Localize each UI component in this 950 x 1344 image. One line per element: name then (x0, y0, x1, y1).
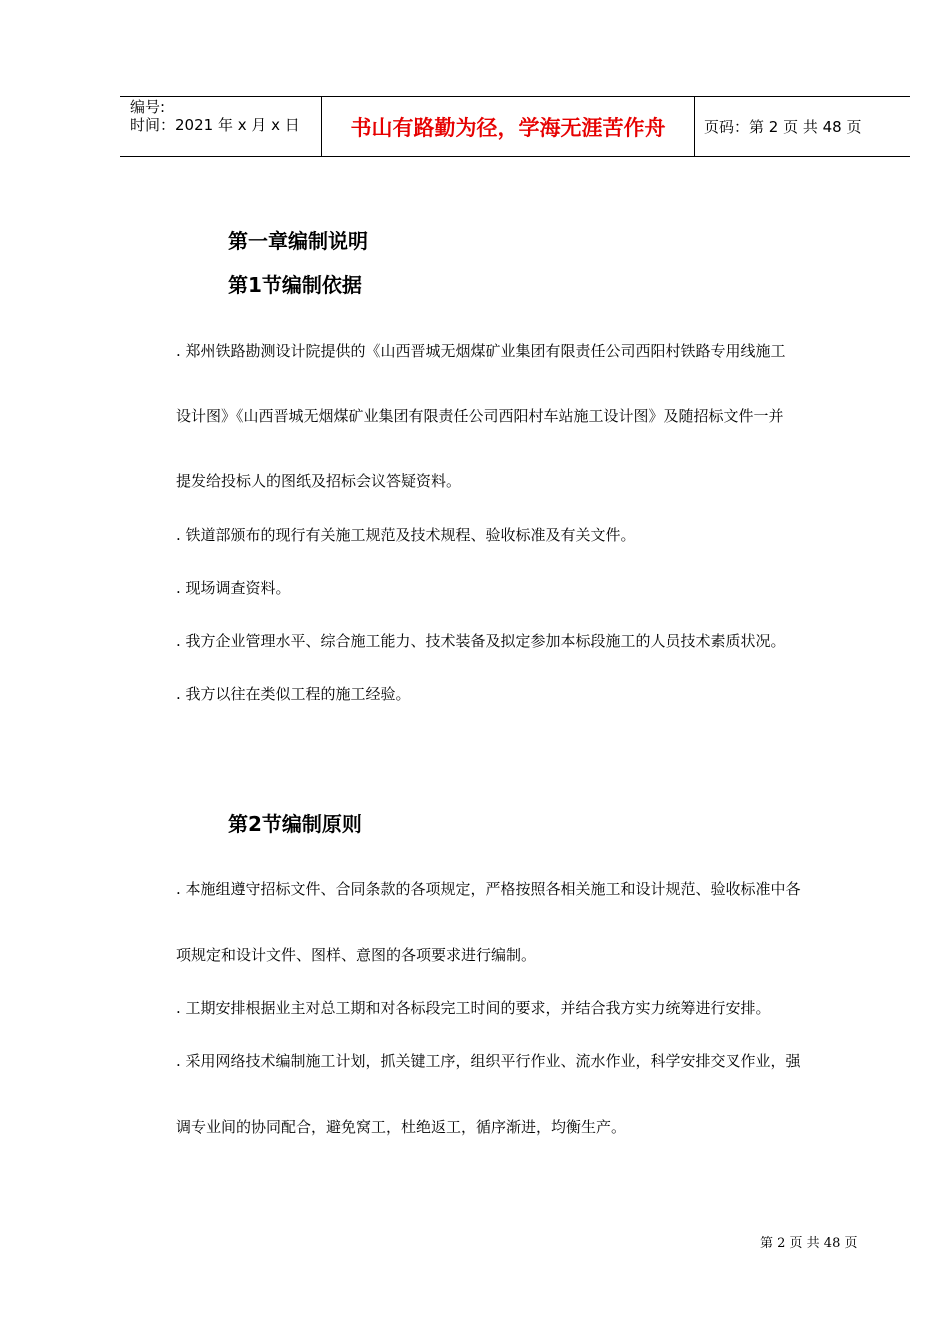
section1-line-5: . 现场调查资料。 (176, 579, 291, 597)
page-footer: 第 2 页 共 48 页 (760, 1236, 858, 1251)
chapter-title: 第一章编制说明 (228, 229, 368, 253)
section2-line-1: . 本施组遵守招标文件、合同条款的各项规定，严格按照各相关施工和设计规范、验收标准中各 (176, 880, 801, 898)
section2-line-5: 调专业间的协同配合，避免窝工，杜绝返工，循序渐进，均衡生产。 (176, 1118, 627, 1136)
section1-line-1: . 郑州铁路勘测设计院提供的《山西晋城无烟煤矿业集团有限责任公司西阳村铁路专用线施工 (176, 342, 786, 360)
doc-time-label: 时间：2021 年 x 月 x 日 (130, 116, 300, 134)
section1-line-6: . 我方企业管理水平、综合施工能力、技术装备及拟定参加本标段施工的人员技术素质状况。 (176, 632, 786, 650)
section1-line-7: . 我方以往在类似工程的施工经验。 (176, 685, 411, 703)
section1-line-3: 提发给投标人的图纸及招标会议答疑资料。 (176, 472, 462, 490)
section2-title: 第2节编制原则 (228, 812, 362, 836)
section1-title: 第1节编制依据 (228, 273, 362, 297)
doc-code-label: 编号: (130, 98, 166, 116)
header-divider-right (694, 96, 695, 157)
header-page-info: 页码：第 2 页 共 48 页 (704, 118, 862, 136)
section2-line-3: . 工期安排根据业主对总工期和对各标段完工时间的要求，并结合我方实力统筹进行安排。 (176, 999, 771, 1017)
section1-line-4: . 铁道部颁布的现行有关施工规范及技术规程、验收标准及有关文件。 (176, 526, 636, 544)
header-motto: 书山有路勤为径，学海无涯苦作舟 (350, 115, 666, 140)
section1-line-2: 设计图》《山西晋城无烟煤矿业集团有限责任公司西阳村车站施工设计图》及随招标文件一并 (176, 407, 784, 425)
section2-line-4: . 采用网络技术编制施工计划，抓关键工序，组织平行作业、流水作业，科学安排交叉作业，强 (176, 1052, 801, 1070)
section2-line-2: 项规定和设计文件、图样、意图的各项要求进行编制。 (176, 946, 537, 964)
